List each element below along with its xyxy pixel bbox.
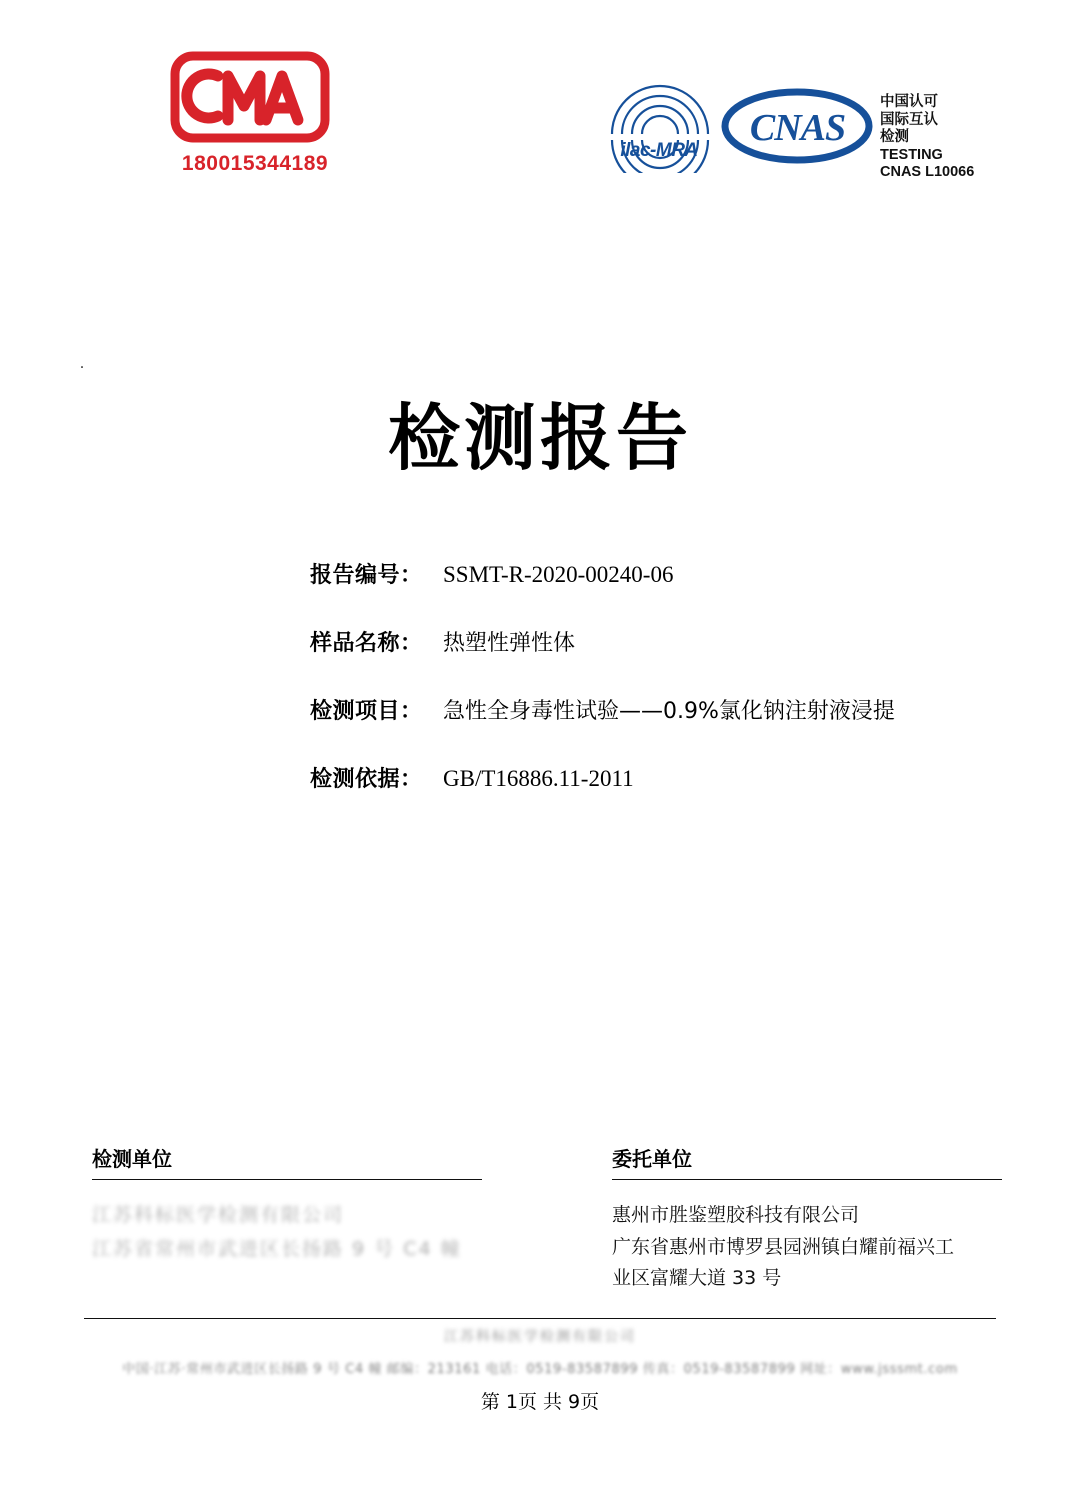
footer-contact: 中国·江苏·常州市武进区长扬路 9 号 C4 幢 邮编：213161 电话：0519-83587899 传真：0519-83587899 网址：www.jsssmt.com — [122, 1362, 958, 1377]
cnas-line-5: CNAS L10066 — [880, 164, 975, 180]
field-value: 急性全身毒性试验——0.9%氯化钠注射液浸提 — [443, 699, 895, 724]
field-sample-name — [310, 626, 1010, 657]
field-label: 检测项目： — [310, 699, 423, 724]
testing-unit-heading: 检测单位 — [92, 1147, 172, 1171]
field-test-standard — [310, 762, 1010, 793]
cnas-line-1: 中国认可 — [880, 94, 938, 110]
field-label: 报告编号： — [310, 563, 423, 588]
cnas-line-4: TESTING — [880, 146, 943, 163]
cma-mark-icon — [170, 50, 340, 150]
client-unit-name: 惠州市胜鉴塑胶科技有限公司 — [612, 1204, 860, 1226]
cma-logo — [170, 50, 330, 200]
testing-unit-divider — [92, 1179, 482, 1180]
testing-unit-block — [92, 1143, 482, 1266]
field-label: 检测依据： — [310, 767, 423, 792]
field-value: 热塑性弹性体 — [443, 631, 576, 656]
client-unit-address-line-2: 业区富耀大道 33 号 — [612, 1267, 782, 1289]
footer-divider — [84, 1318, 996, 1319]
cnas-wordmark: CNAS — [749, 107, 846, 149]
client-unit-block — [612, 1143, 1002, 1294]
field-label: 样品名称： — [310, 631, 423, 656]
report-fields — [310, 558, 1010, 830]
client-unit-address-line-1: 广东省惠州市博罗县园洲镇白耀前福兴工 — [612, 1236, 955, 1258]
field-value: SSMT-R-2020-00240-06 — [443, 562, 674, 587]
field-test-item — [310, 694, 1010, 725]
field-value: GB/T16886.11-2011 — [443, 766, 634, 791]
page-title: 检测报告 — [387, 396, 692, 480]
cnas-line-3: 检测 — [880, 129, 909, 145]
cnas-info-lines — [880, 94, 974, 182]
cnas-accreditation-logo — [592, 48, 992, 188]
field-report-number — [310, 558, 1010, 589]
client-unit-divider — [612, 1179, 1002, 1180]
header-logos — [0, 40, 1080, 180]
ilac-mra-text: ilac-MRA — [620, 140, 698, 161]
testing-unit-address: 江苏省常州市武进区长扬路 9 号 C4 幢 — [92, 1238, 462, 1260]
client-unit-heading: 委托单位 — [612, 1147, 692, 1171]
cma-certificate-number: 180015344189 — [181, 152, 329, 175]
page-number: 第 1页 共 9页 — [480, 1391, 600, 1413]
cnas-line-2: 国际互认 — [880, 111, 938, 128]
footer-company: 江苏科标医学检测有限公司 — [444, 1329, 636, 1345]
testing-unit-name: 江苏科标医学检测有限公司 — [92, 1204, 345, 1226]
stray-dot-mark: . — [80, 355, 84, 372]
